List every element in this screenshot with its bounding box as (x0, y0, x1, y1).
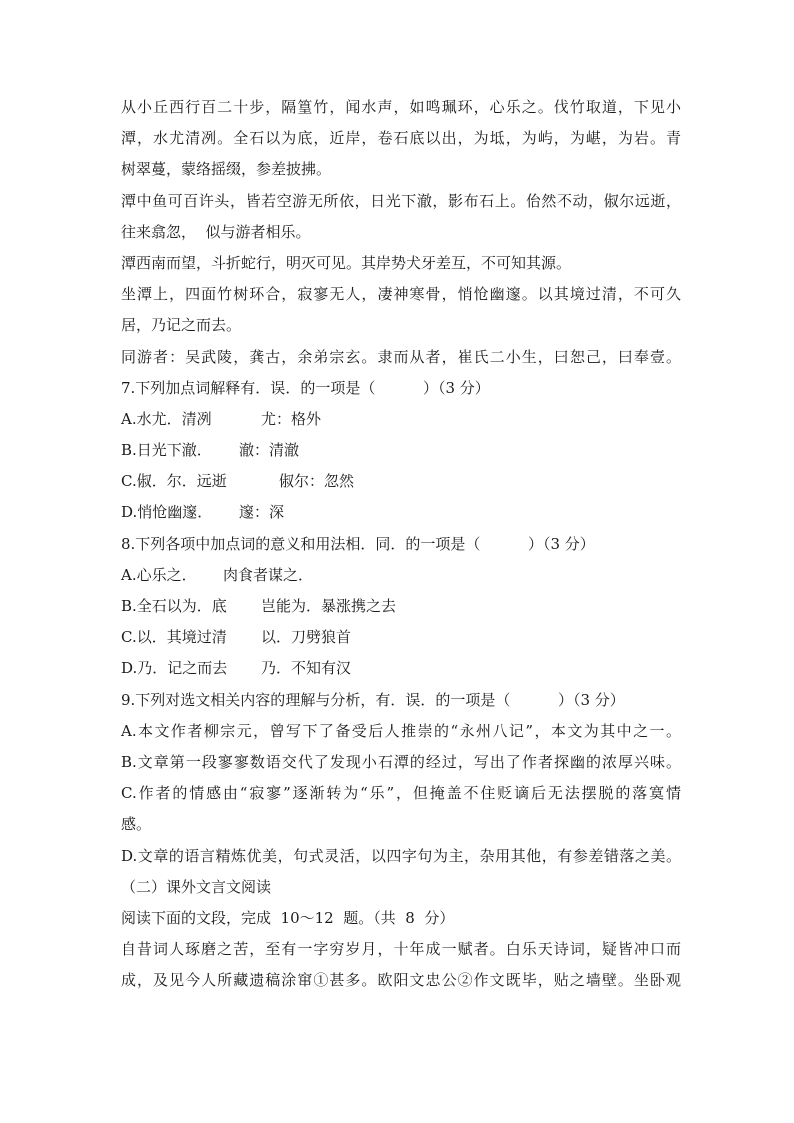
option-text: C.俶．尔．远逝 (121, 472, 227, 491)
passage-line: 从小丘西行百二十步，隔篁竹，闻水声，如鸣珮环，心乐之。伐竹取道，下见小 (121, 98, 681, 116)
passage-line: 居，乃记之而去。 (121, 316, 242, 335)
document-page (121, 92, 681, 996)
q8-option-c (121, 622, 681, 653)
q7-option-a (121, 404, 681, 435)
question-9-stem: 9.下列对选文相关内容的理解与分析，有．误．的一项是（ ）（3 分） (121, 690, 625, 709)
option-comparison: 肉食者谋之． (223, 565, 314, 584)
passage-line: 坐潭上，四面竹树环合，寂寥无人，凄神寒骨，悄怆幽邃。以其境过清，不可久 (121, 285, 681, 304)
option-comparison: 岂能为．暴涨携之去 (261, 597, 397, 615)
option-comparison: 乃．不知有汉 (261, 659, 352, 678)
option-text: A.水尤．清冽 (121, 409, 212, 428)
option-explanation: 澈：清澈 (239, 441, 300, 460)
q8-option-d (121, 653, 681, 684)
passage-line: 同游者：吴武陵，龚古，余弟宗玄。隶而从者，崔氏二小生，曰恕己，曰奉壹。 (121, 347, 681, 366)
q8-option-a (121, 560, 681, 591)
option-text: B.全石以为．底 (121, 597, 227, 615)
q9-option-b: B.文章第一段寥寥数语交代了发现小石潭的经过，写出了作者探幽的浓厚兴味。 (121, 752, 681, 771)
option-text: A.心乐之． (121, 565, 197, 584)
passage-line: 树翠蔓，蒙络摇缀，参差披拂。 (121, 160, 332, 179)
passage-line: 潭，水尤清冽。全石以为底，近岸，卷石底以出，为坻，为屿，为嵁，为岩。青 (121, 129, 681, 148)
passage-line: 自昔词人琢磨之苦，至有一字穷岁月，十年成一赋者。白乐天诗词，疑皆冲口而 (121, 940, 681, 959)
option-comparison: 以．刀劈狼首 (261, 628, 352, 647)
question-8-stem: 8.下列各项中加点词的意义和用法相．同．的一项是（ ）（3 分） (121, 534, 595, 553)
option-explanation: 邃：深 (239, 503, 285, 522)
passage-line: 潭西南而望，斗折蛇行，明灭可见。其岸势犬牙差互，不可知其源。 (121, 253, 572, 272)
section-heading: （二）课外文言文阅读 (121, 877, 272, 896)
q9-option-a: A.本文作者柳宗元，曾写下了备受后人推崇的“永州八记”，本文为其中之一。 (121, 721, 681, 740)
passage-line: 成，及见今人所藏遗稿涂窜①甚多。欧阳文忠公②作文既毕，贴之墙壁。坐卧观 (121, 971, 681, 990)
passage-line: 往来翕忽， 似与游者相乐。 (121, 222, 311, 241)
option-text: D.乃．记之而去 (121, 659, 228, 678)
q9-option-c-cont: 感。 (121, 815, 152, 834)
q7-option-d (121, 497, 681, 528)
q7-option-c (121, 466, 681, 497)
q9-option-d: D.文章的语言精炼优美，句式灵活，以四字句为主，杂用其他，有参差错落之美。 (121, 846, 681, 865)
question-7-stem: 7.下列加点词解释有．误．的一项是（ ）（3 分） (121, 378, 490, 397)
option-explanation: 俶尔：忽然 (279, 472, 355, 491)
q9-option-c: C.作者的情感由“寂寥”逐渐转为“乐”，但掩盖不住贬谪后无法摆脱的落寞情 (121, 784, 681, 803)
option-text: B.日光下澈． (121, 441, 212, 460)
passage-line: 潭中鱼可百许头，皆若空游无所依，日光下澈，影布石上。佁然不动，俶尔远逝， (121, 191, 681, 210)
option-text: D.悄怆幽邃． (121, 503, 213, 522)
q8-option-b (121, 591, 681, 622)
section-instruction: 阅读下面的文段，完成 10～12 题。（共 8 分） (121, 908, 455, 927)
option-text: C.以．其境过清 (121, 628, 227, 647)
q7-option-b (121, 435, 681, 466)
option-explanation: 尤：格外 (261, 409, 322, 428)
